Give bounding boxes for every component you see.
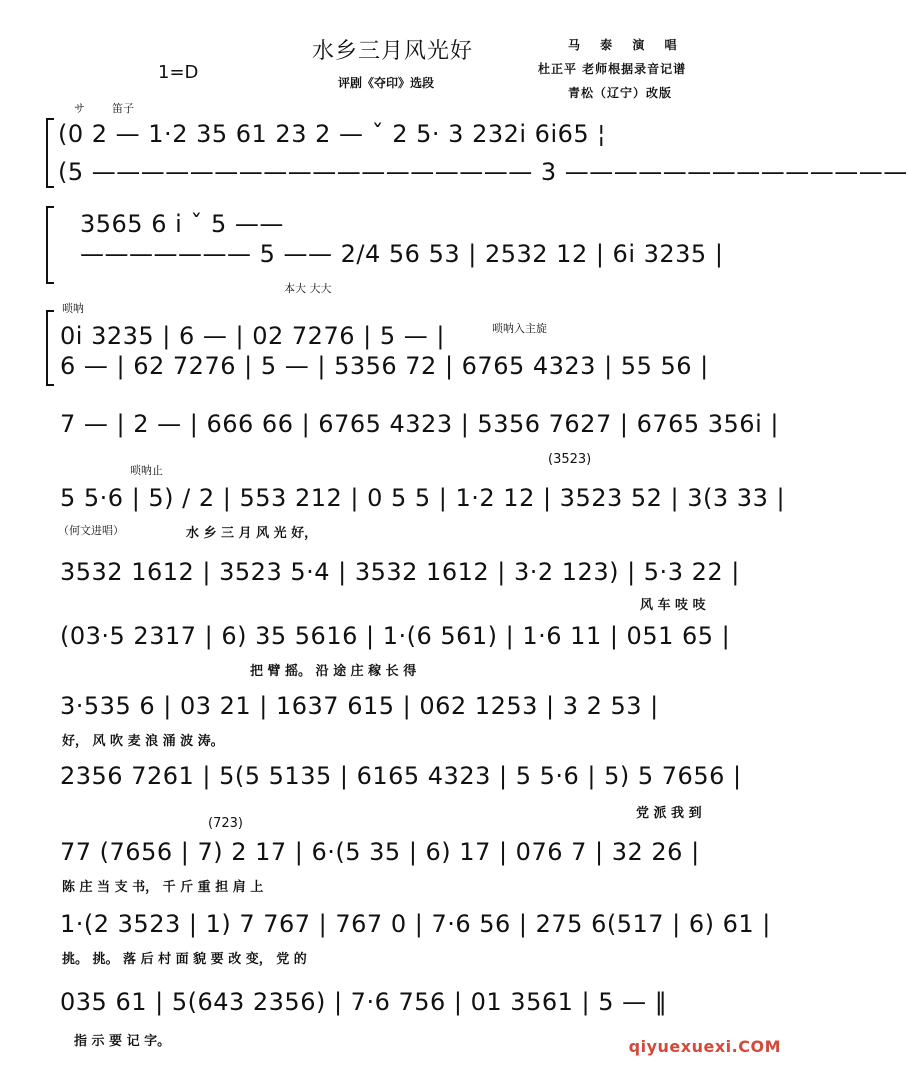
staff-line: 035 61 | 5(643 2356) | 7·6 756 | 01 3561 | 5 — ‖: [60, 988, 668, 1016]
credit-singer: 马 泰 演 唱: [568, 38, 685, 52]
suona-enter-label: 唢呐入主旋: [492, 322, 547, 335]
staff-line: 3532 1612 | 3523 5·4 | 3532 1612 | 3·2 123) | 5·3 22 |: [60, 558, 740, 586]
lyric-line: 水 乡 三 月 风 光 好，: [186, 526, 318, 541]
lyric-line: 指 示 要 记 字。: [74, 1034, 171, 1049]
staff-line: 1·(2 3523 | 1) 7 767 | 767 0 | 7·6 56 | 275 6(517 | 6) 61 |: [60, 910, 771, 938]
page-subtitle: 评剧《夺印》选段: [338, 76, 435, 90]
staff-line: (0 2 — 1·2 35 61 23 2 — ˇ 2 5· 3 232i 6i65 ¦: [58, 120, 606, 148]
tempo-free-mark: サ: [74, 102, 85, 115]
suona-stop-label: 唢呐止: [130, 464, 163, 477]
system-brace: [46, 310, 54, 386]
lyric-line: 陈 庄 当 支 书， 千 斤 重 担 肩 上: [62, 880, 264, 895]
staff-line: 3565 6 i ˇ 5 ——: [80, 210, 284, 238]
system-brace: [46, 206, 54, 284]
key-signature: 1=D: [158, 62, 199, 83]
variant-above: (3523): [548, 452, 592, 467]
staff-line: 77 (7656 | 7) 2 17 | 6·(5 35 | 6) 17 | 076 7 | 32 26 |: [60, 838, 700, 866]
staff-line: 5 5·6 | 5) / 2 | 553 212 | 0 5 5 | 1·2 12 | 3523 52 | 3(3 33 |: [60, 484, 786, 512]
site-watermark: qiyuexuexi.COM: [628, 1037, 781, 1056]
staff-line: ——————— 5 —— 2/4 56 53 | 2532 12 | 6i 3235 |: [80, 240, 724, 268]
percussion-label: 本大 大大: [284, 282, 332, 295]
system-brace: [46, 118, 54, 188]
singer-enter-label: （何文进唱）: [58, 524, 124, 537]
instrument-label: 笛子: [112, 102, 134, 115]
page-title: 水乡三月风光好: [312, 39, 474, 64]
staff-line: 6 — | 62 7276 | 5 — | 5356 72 | 6765 4323 | 55 56 |: [60, 352, 709, 380]
staff-line: (03·5 2317 | 6) 35 5616 | 1·(6 561) | 1·6 11 | 051 65 |: [60, 622, 731, 650]
staff-line: 3·535 6 | 03 21 | 1637 615 | 062 1253 | 3 2 53 |: [60, 692, 659, 720]
variant-above: (723): [208, 816, 243, 831]
credit-transcriber: 杜正平 老师根据录音记谱: [538, 62, 687, 76]
credit-revision: 青松（辽宁）改版: [568, 86, 673, 100]
lyric-line: 党 派 我 到: [636, 806, 702, 821]
staff-line: 2356 7261 | 5(5 5135 | 6165 4323 | 5 5·6 | 5) 5 7656 |: [60, 762, 742, 790]
lyric-line: 挑。 挑。 落 后 村 面 貌 要 改 变， 党 的: [62, 952, 307, 967]
staff-line: 7 — | 2 — | 666 66 | 6765 4323 | 5356 7627 | 6765 356i |: [60, 410, 779, 438]
lyric-line: 把 臂 摇。 沿 途 庄 稼 长 得: [250, 664, 417, 679]
staff-line: (5 —————————————————— 3 ——————————————: [58, 158, 908, 186]
lyric-line: 好， 风 吹 麦 浪 涌 波 涛。: [62, 734, 224, 749]
lyric-line: 风 车 吱 吱: [640, 598, 706, 613]
instrument-label: 唢呐: [62, 302, 84, 315]
staff-line: 0i 3235 | 6 — | 02 7276 | 5 — |: [60, 322, 445, 350]
